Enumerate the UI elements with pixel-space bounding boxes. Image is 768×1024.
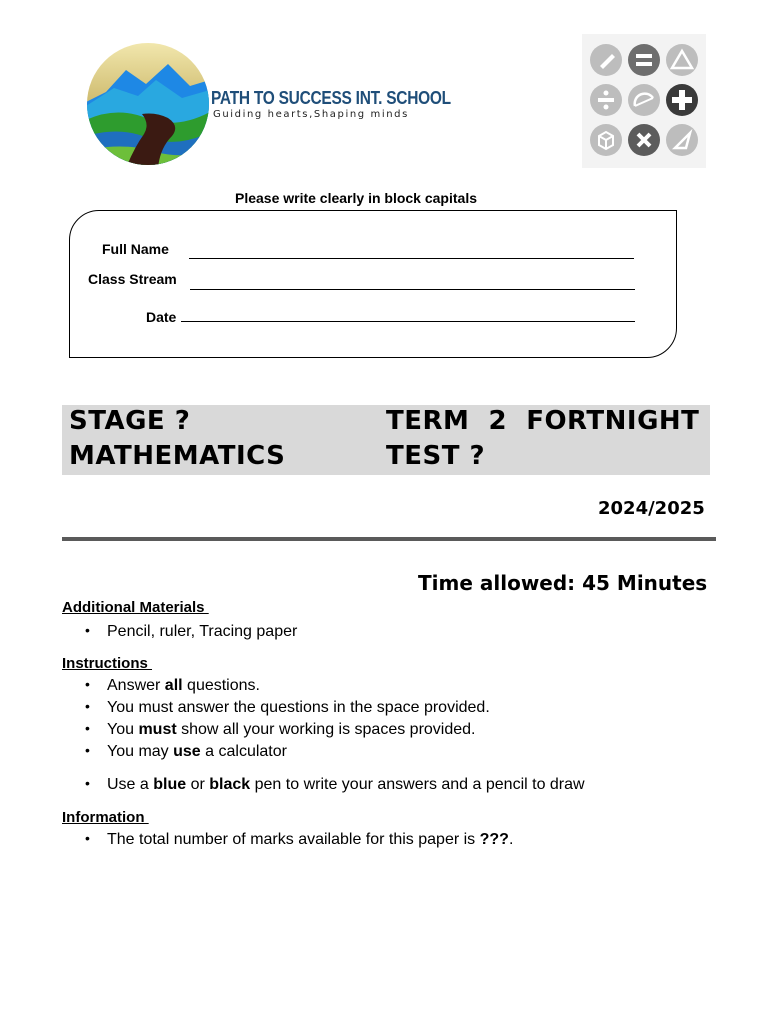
class-stream-label: Class Stream: [88, 271, 177, 287]
date-label: Date: [146, 309, 177, 325]
stage-title: STAGE ? MATHEMATICS: [69, 406, 286, 471]
protractor-icon: [628, 84, 660, 116]
equals-icon: [628, 44, 660, 76]
list-item: • You must show all your working is spaces provided.: [85, 720, 476, 738]
school-logo: [86, 40, 210, 168]
full-name-field[interactable]: [189, 258, 634, 259]
triangle-icon: [666, 44, 698, 76]
information-heading: Information: [62, 809, 149, 826]
math-icons-grid: [582, 34, 706, 168]
class-stream-field[interactable]: [190, 289, 635, 290]
test-title: TERM 2 FORTNIGHT TEST ?: [386, 406, 700, 471]
school-motto: Guiding hearts,Shaping minds: [213, 109, 409, 120]
list-item: • Use a blue or black pen to write your answers and a pencil to draw: [85, 775, 585, 793]
full-name-label: Full Name: [102, 241, 169, 257]
divide-icon: [590, 84, 622, 116]
list-item: • Answer all questions.: [85, 676, 260, 694]
additional-materials-heading: Additional Materials: [62, 599, 209, 616]
plus-icon: [666, 84, 698, 116]
times-icon: [628, 124, 660, 156]
set-square-icon: [666, 124, 698, 156]
divider-rule: [62, 537, 716, 541]
date-field[interactable]: [181, 321, 635, 322]
form-caption: Please write clearly in block capitals: [234, 190, 477, 206]
time-allowed: Time allowed: 45 Minutes: [418, 571, 708, 595]
list-item: • Pencil, ruler, Tracing paper: [85, 622, 298, 640]
cube-icon: [590, 124, 622, 156]
list-item: • You may use a calculator: [85, 742, 287, 760]
instructions-heading: Instructions: [62, 655, 153, 672]
list-item: • The total number of marks available for this paper is ???.: [85, 830, 514, 848]
pencil-icon: [590, 44, 622, 76]
academic-year: 2024/2025: [598, 498, 705, 519]
school-name: PATH TO SUCCESS INT. SCHOOL: [211, 88, 451, 108]
list-item: • You must answer the questions in the space provided.: [85, 698, 490, 716]
